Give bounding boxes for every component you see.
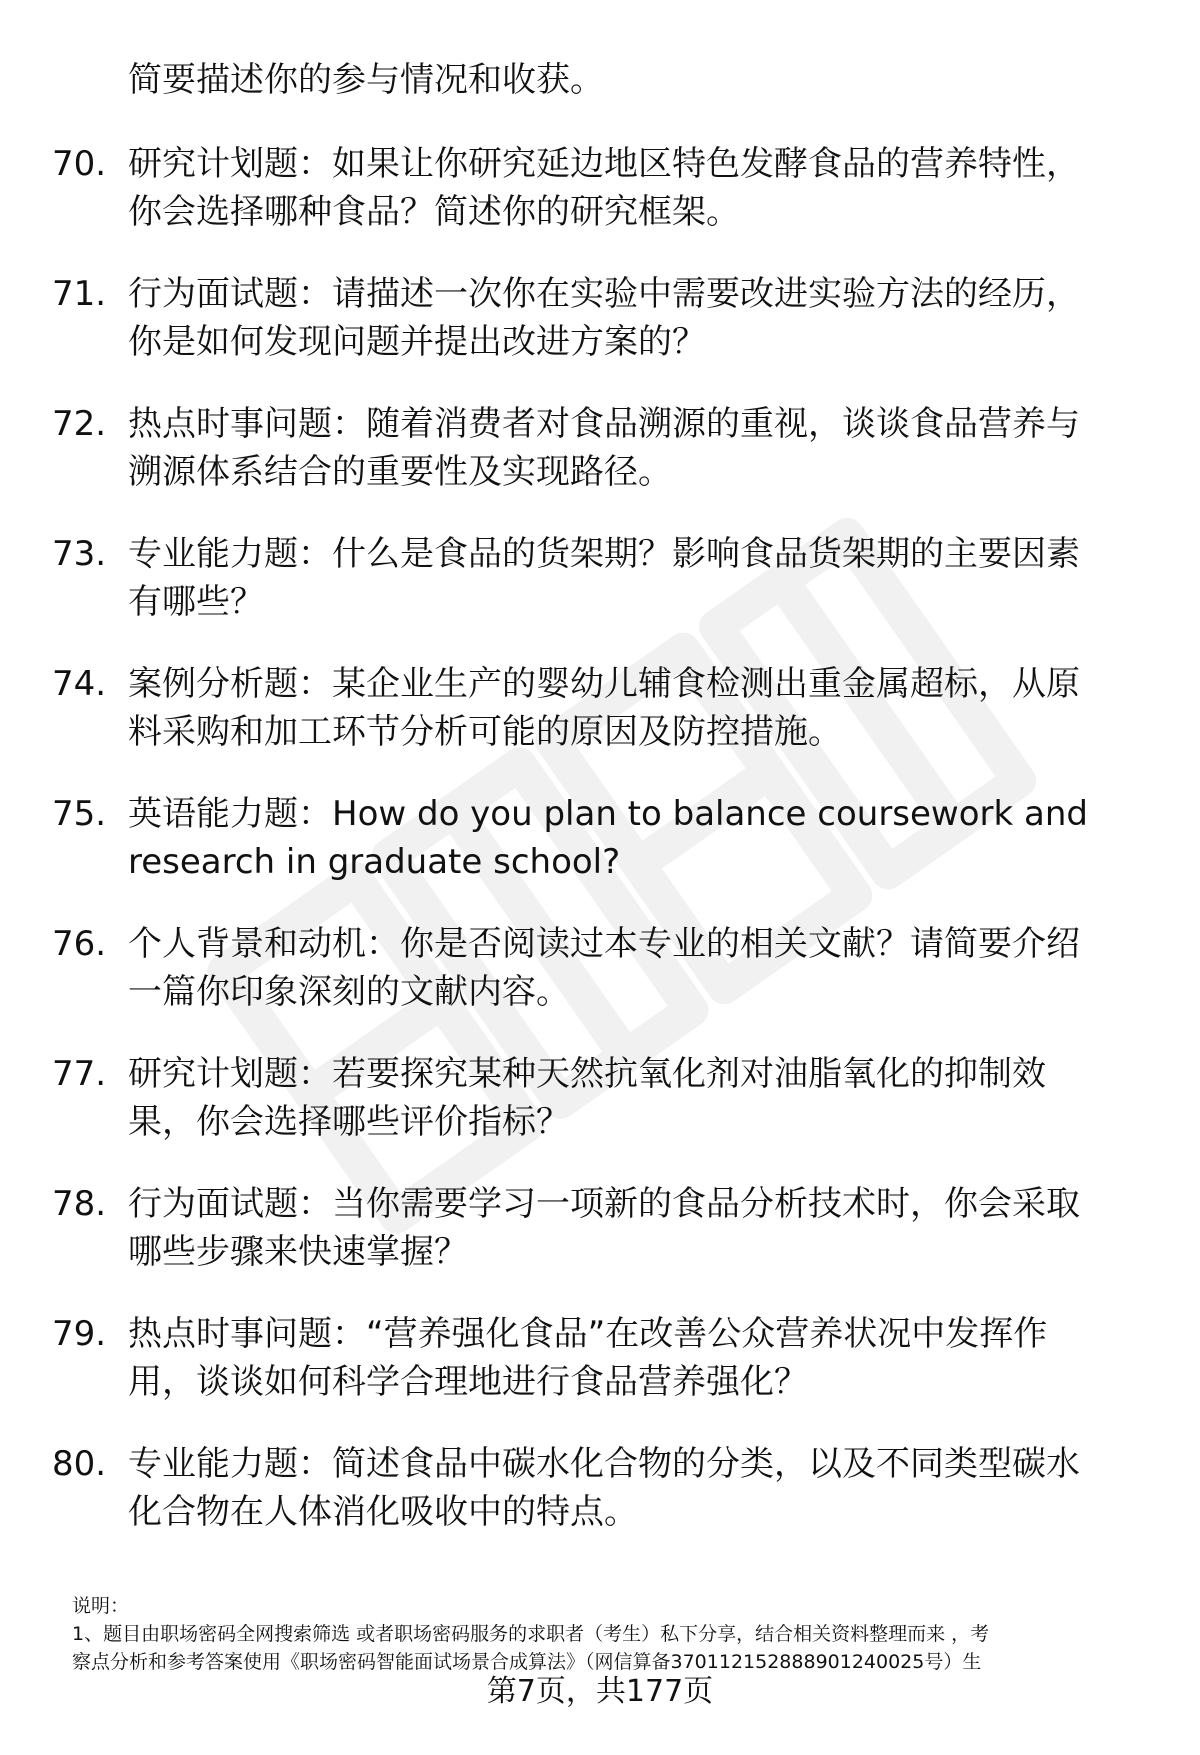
question-number: 76. — [52, 924, 107, 964]
question-number: 78. — [52, 1184, 107, 1224]
question-item — [0, 920, 1200, 1050]
question-item — [0, 270, 1200, 400]
intro-line: 简要描述你的参与情况和收获。 — [128, 60, 604, 100]
question-line: 一篇你印象深刻的文献内容。 — [128, 972, 570, 1012]
question-item — [0, 1310, 1200, 1440]
question-number: 79. — [52, 1314, 107, 1354]
question-line: 专业能力题：什么是食品的货架期？影响食品货架期的主要因素 — [128, 534, 1080, 574]
question-line: 行为面试题：当你需要学习一项新的食品分析技术时，你会采取 — [128, 1184, 1080, 1224]
question-line: 行为面试题：请描述一次你在实验中需要改进实验方法的经历， — [128, 274, 1080, 314]
question-line: 溯源体系结合的重要性及实现路径。 — [128, 452, 672, 492]
question-number: 70. — [52, 144, 107, 184]
question-line: 用，谈谈如何科学合理地进行食品营养强化？ — [128, 1362, 808, 1402]
question-item — [0, 400, 1200, 530]
question-item — [0, 1440, 1200, 1570]
question-number: 77. — [52, 1054, 107, 1094]
question-text — [128, 660, 1148, 756]
question-item — [0, 140, 1200, 270]
question-text — [128, 1310, 1148, 1406]
question-text — [128, 920, 1148, 1016]
question-line: 英语能力题：How do you plan to balance coursework and — [128, 794, 1088, 834]
question-line: 有哪些？ — [128, 582, 264, 622]
question-text — [128, 1180, 1148, 1276]
question-line: 热点时事问题：“营养强化食品”在改善公众营养状况中发挥作 — [128, 1314, 1048, 1354]
page-indicator: 第7页，共177页 — [486, 1674, 714, 1709]
question-list — [0, 140, 1200, 1570]
question-line: 专业能力题：简述食品中碳水化合物的分类，以及不同类型碳水 — [128, 1444, 1080, 1484]
question-item — [0, 660, 1200, 790]
question-line: research in graduate school? — [128, 842, 621, 882]
question-line: 个人背景和动机：你是否阅读过本专业的相关文献？请简要介绍 — [128, 924, 1080, 964]
question-text — [128, 1440, 1148, 1536]
notes-heading: 说明： — [72, 1595, 130, 1617]
question-line: 料采购和加工环节分析可能的原因及防控措施。 — [128, 712, 842, 752]
question-text — [128, 270, 1148, 366]
question-item — [0, 1180, 1200, 1310]
question-text — [128, 140, 1148, 236]
question-item — [0, 790, 1200, 920]
question-line: 案例分析题：某企业生产的婴幼儿辅食检测出重金属超标，从原 — [128, 664, 1080, 704]
question-line: 你会选择哪种食品？简述你的研究框架。 — [128, 192, 740, 232]
notes-line: 察点分析和参考答案使用《职场密码智能面试场景合成算法》（网信算备370112152888901240025号）生 — [72, 1651, 982, 1673]
question-number: 71. — [52, 274, 107, 314]
question-line: 果，你会选择哪些评价指标？ — [128, 1102, 570, 1142]
question-line: 化合物在人体消化吸收中的特点。 — [128, 1492, 638, 1532]
question-text — [128, 400, 1148, 496]
question-number: 80. — [52, 1444, 107, 1484]
question-item — [0, 1050, 1200, 1180]
question-line: 研究计划题：如果让你研究延边地区特色发酵食品的营养特性， — [128, 144, 1080, 184]
question-text — [128, 530, 1148, 626]
question-item — [0, 530, 1200, 660]
question-number: 72. — [52, 404, 107, 444]
question-line: 热点时事问题：随着消费者对食品溯源的重视，谈谈食品营养与 — [128, 404, 1080, 444]
question-line: 研究计划题：若要探究某种天然抗氧化剂对油脂氧化的抑制效 — [128, 1054, 1046, 1094]
question-text — [128, 790, 1148, 886]
notes-section — [72, 1592, 1162, 1676]
question-text — [128, 1050, 1148, 1146]
question-line: 哪些步骤来快速掌握？ — [128, 1232, 468, 1272]
question-number: 75. — [52, 794, 107, 834]
question-line: 你是如何发现问题并提出改进方案的？ — [128, 322, 706, 362]
notes-line: 1、题目由职场密码全网搜索筛选 或者职场密码服务的求职者（考生）私下分享，结合相关资料整理而来 ，考 — [72, 1623, 990, 1645]
question-number: 74. — [52, 664, 107, 704]
question-number: 73. — [52, 534, 107, 574]
